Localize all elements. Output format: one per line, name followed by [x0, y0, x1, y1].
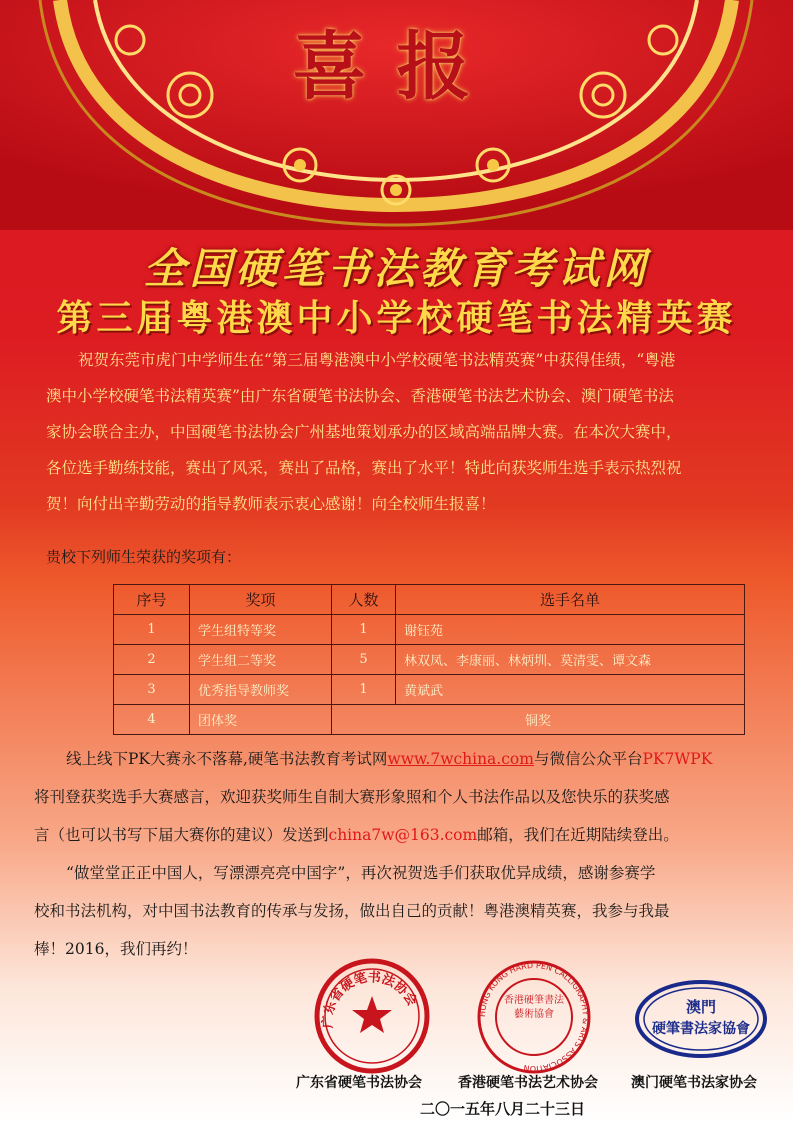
hongkong-label: 香港硬笔书法艺术协会 [458, 1075, 598, 1091]
intro-paragraph [46, 342, 762, 522]
cell-award: 学生组特等奖 [190, 615, 332, 645]
header-names: 选手名单 [396, 585, 745, 615]
organization-title: 全国硬笔书法教育考试网 [143, 244, 650, 293]
table-row [114, 615, 745, 645]
seal-center-text: 香港硬筆書法藝術協會 [504, 995, 564, 1020]
cell-award: 团体奖 [190, 705, 332, 735]
cell-award: 学生组二等奖 [190, 645, 332, 675]
cell-number: 2 [114, 645, 190, 675]
notice-line: “做堂堂正正中国人，写漂漂亮亮中国字”，再次祝贺选手们获取优异成绩，感谢参赛学 [66, 864, 656, 882]
honor-line: 贵校下列师生荣获的奖项有： [46, 548, 242, 566]
seal-bottom-text: 硬筆書法家協會 [652, 1021, 750, 1037]
notice-line [34, 740, 764, 778]
cell-names: 林双凤、李康丽、林炳圳、莫清雯、谭文森 [396, 645, 745, 675]
header-award: 奖项 [190, 585, 332, 615]
macau-label: 澳门硬笔书法家协会 [631, 1075, 757, 1091]
cell-names: 黄斌武 [396, 675, 745, 705]
notice-line: 将刊登获奖选手大赛感言，欢迎获奖师生自制大赛形象照和个人书法作品以及您快乐的获奖感 [34, 788, 670, 806]
header-number: 序号 [114, 585, 190, 615]
notice-text: 邮箱，我们在近期陆续登出。 [477, 826, 679, 844]
issue-date: 二〇一五年八月二十三日 [420, 1100, 586, 1118]
awards-table [113, 584, 745, 735]
cell-count: 5 [332, 645, 396, 675]
hongkong-seal [475, 958, 593, 1076]
cell-number: 4 [114, 705, 190, 735]
email-address[interactable]: china7w@163.com [328, 826, 478, 844]
intro-line: 澳中小学校硬笔书法精英赛”由广东省硬笔书法协会、香港硬笔书法艺术协会、澳门硬笔书法 [46, 387, 674, 405]
notice-text: 线上线下PK大赛永不落幕,硬笔书法教育考试网 [66, 750, 388, 768]
cell-names: 谢钰苑 [396, 615, 745, 645]
guangdong-seal [312, 956, 432, 1076]
seal-top-text: 澳門 [685, 998, 717, 1016]
seal-ring-text: HONG KONG HARD PEN CALLIGRAPHY & ARTS ASSOCIATION [477, 960, 591, 1074]
wechat-id: PK7WPK [642, 750, 713, 768]
table-row [114, 705, 745, 735]
cell-count: 1 [332, 615, 396, 645]
notice-line: 校和书法机构，对中国书法教育的传承与发扬，做出自己的贡献！粤港澳精英赛，我参与我最 [34, 902, 670, 920]
notice-text: 言（也可以书写下届大赛你的建议）发送到 [34, 826, 329, 844]
intro-line: 各位选手勤练技能，赛出了风采，赛出了品格，赛出了水平！特此向获奖师生选手表示热烈祝 [46, 459, 682, 477]
cell-award: 优秀指导教师奖 [190, 675, 332, 705]
event-title: 第三届粤港澳中小学校硬笔书法精英赛 [56, 297, 737, 339]
cell-count: 1 [332, 675, 396, 705]
seal-text: 广东省硬笔书法协会 [320, 970, 420, 1029]
table-header-row [114, 585, 745, 615]
banner-title: 喜报 [292, 24, 501, 110]
intro-line: 祝贺东莞市虎门中学师生在“第三届粤港澳中小学校硬笔书法精英赛”中获得佳绩，“粤港 [78, 351, 676, 369]
notice-line [34, 816, 764, 854]
banner [0, 0, 793, 230]
guangdong-label: 广东省硬笔书法协会 [296, 1075, 422, 1091]
notice-line: 棒！2016，我们再约！ [34, 940, 198, 958]
table-row [114, 645, 745, 675]
header-count: 人数 [332, 585, 396, 615]
table-row [114, 675, 745, 705]
notice-text: 与微信公众平台 [533, 750, 643, 768]
intro-line: 家协会联合主办，中国硬笔书法协会广州基地策划承办的区域高端品牌大赛。在本次大赛中， [46, 423, 682, 441]
cell-number: 1 [114, 615, 190, 645]
notice-paragraph [34, 740, 764, 968]
macau-seal [633, 978, 769, 1060]
website-link[interactable]: www.7wchina.com [387, 750, 534, 768]
cell-merged-result: 铜奖 [332, 705, 745, 735]
cell-number: 3 [114, 675, 190, 705]
intro-line: 贺！向付出辛勤劳动的指导教师表示衷心感谢！向全校师生报喜！ [46, 495, 496, 513]
